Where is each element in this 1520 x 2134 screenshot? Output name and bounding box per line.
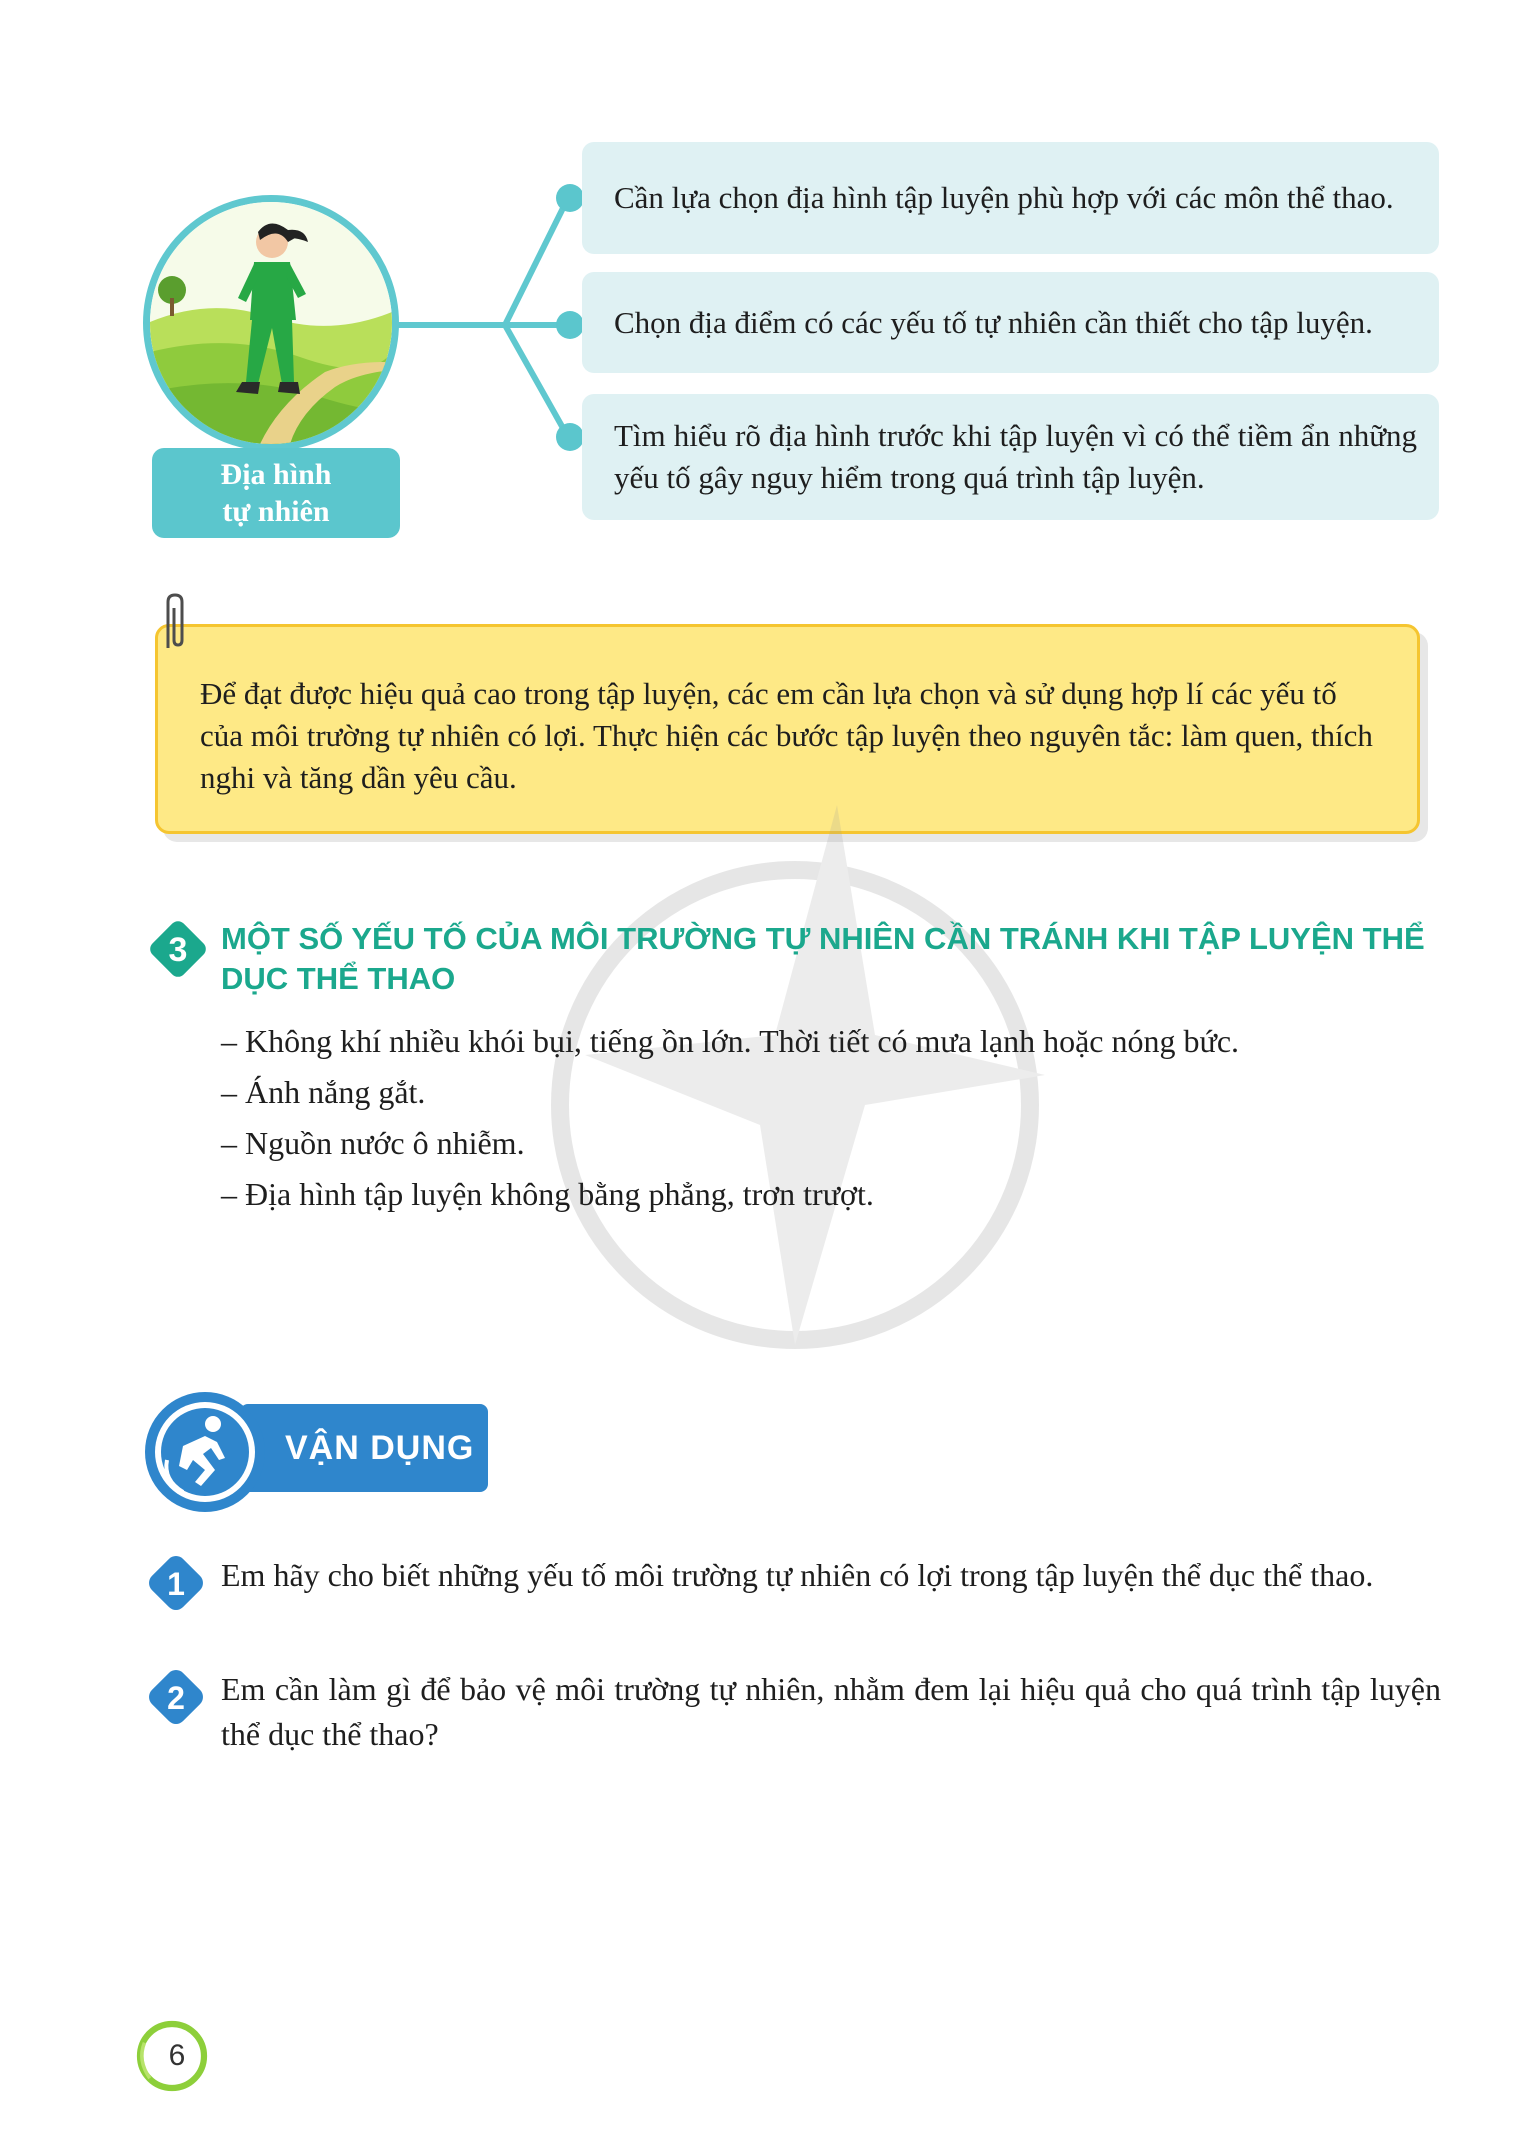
section-number: 3 bbox=[168, 931, 188, 969]
list-item: – Không khí nhiều khói bụi, tiếng ồn lớn. Thời tiết có mưa lạnh hoặc nóng bức. bbox=[221, 1023, 1240, 1059]
van-dung-title: VẬN DỤNG bbox=[285, 1429, 475, 1467]
runner-illustration bbox=[143, 195, 399, 451]
question-1-text: Em hãy cho biết những yếu tố môi trường tự nhiên có lợi trong tập luyện thể dục thể thao. bbox=[221, 1557, 1374, 1593]
terrain-tip-2-text: Chọn địa điểm có các yếu tố tự nhiên cần thiết cho tập luyện. bbox=[614, 304, 1373, 340]
note-text: Để đạt được hiệu quả cao trong tập luyện, các em cần lựa chọn và sử dụng hợp lí các yếu tố của môi trường tự nhiên có lợi. Thực hiện các bước tập luyện theo nguyên tắc: làm quen, thích nghi và tăng dần yêu cầu. bbox=[200, 676, 1373, 795]
terrain-label-line2: tự nhiên bbox=[222, 495, 330, 528]
section-title: MỘT SỐ YẾU TỐ CỦA MÔI TRƯỜNG TỰ NHIÊN CẦN TRÁNH KHI TẬP LUYỆN THỂ DỤC THỂ THAO bbox=[221, 921, 1425, 996]
section-number-badge bbox=[146, 917, 210, 981]
running-athlete-icon bbox=[143, 1390, 267, 1514]
list-item: – Địa hình tập luyện không bằng phẳng, trơn trượt. bbox=[221, 1176, 874, 1212]
question-2-badge bbox=[145, 1666, 207, 1728]
note-box bbox=[155, 624, 1420, 834]
page-number: 6 bbox=[168, 2039, 186, 2072]
terrain-label-line1: Địa hình bbox=[220, 458, 332, 491]
question-2-number: 2 bbox=[167, 1680, 185, 1716]
list-item: – Ánh nắng gắt. bbox=[221, 1074, 426, 1110]
terrain-tip-2 bbox=[582, 272, 1439, 373]
question-1-badge bbox=[145, 1552, 207, 1614]
terrain-tip-1-text: Cần lựa chọn địa hình tập luyện phù hợp với các môn thể thao. bbox=[614, 180, 1394, 215]
paperclip-icon bbox=[160, 592, 190, 652]
avoid-factors-list bbox=[221, 1016, 1421, 1220]
list-item: – Nguồn nước ô nhiễm. bbox=[221, 1125, 525, 1161]
terrain-tip-3-text: Tìm hiểu rõ địa hình trước khi tập luyện vì có thể tiềm ẩn những yếu tố gây nguy hiểm trong quá trình tập luyện. bbox=[614, 418, 1417, 495]
terrain-tip-3 bbox=[582, 394, 1439, 520]
question-1-number: 1 bbox=[167, 1566, 185, 1602]
terrain-tip-1 bbox=[582, 142, 1439, 254]
terrain-label bbox=[152, 448, 400, 538]
question-2-text: Em cần làm gì để bảo vệ môi trường tự nhiên, nhằm đem lại hiệu quả cho quá trình tập luyện thể dục thể thao? bbox=[221, 1671, 1441, 1752]
